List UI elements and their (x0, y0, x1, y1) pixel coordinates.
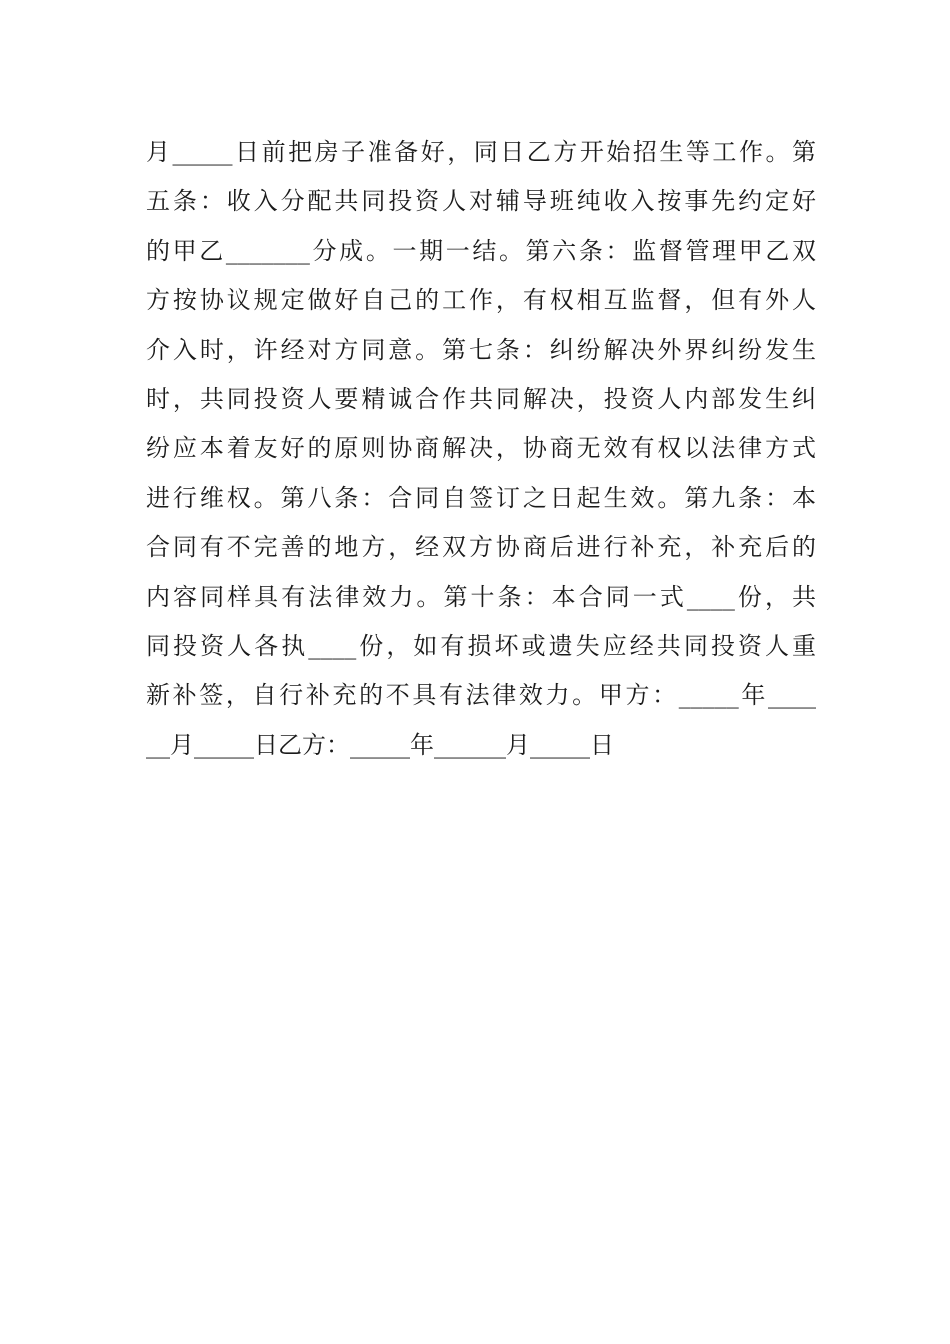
text-line: 新补签，自行补充的不具有法律效力。甲方：_____年____ (146, 681, 816, 710)
text-line: __月_____日乙方：_____年______月_____日 (146, 730, 614, 759)
text-line: 方按协议规定做好自己的工作，有权相互监督，但有外人 (146, 286, 816, 315)
text-line: 进行维权。第八条：合同自签订之日起生效。第九条：本 (146, 483, 816, 512)
text-line: 纷应本着友好的原则协商解决，协商无效有权以法律方式 (146, 434, 816, 463)
contract-body-text (146, 128, 816, 770)
text-line: 同投资人各执____份，如有损坏或遗失应经共同投资人重 (146, 631, 816, 660)
text-line: 内容同样具有法律效力。第十条：本合同一式____份，共 (146, 582, 816, 611)
text-line: 五条：收入分配共同投资人对辅导班纯收入按事先约定好 (146, 187, 816, 216)
text-line: 月_____日前把房子准备好，同日乙方开始招生等工作。第 (146, 138, 816, 166)
text-line: 介入时，许经对方同意。第七条：纠纷解决外界纠纷发生 (146, 335, 816, 364)
text-line: 的甲乙_______分成。一期一结。第六条：监督管理甲乙双 (146, 236, 816, 265)
text-line: 时，共同投资人要精诚合作共同解决，投资人内部发生纠 (146, 384, 816, 413)
text-line: 合同有不完善的地方，经双方协商后进行补充，补充后的 (146, 533, 816, 562)
